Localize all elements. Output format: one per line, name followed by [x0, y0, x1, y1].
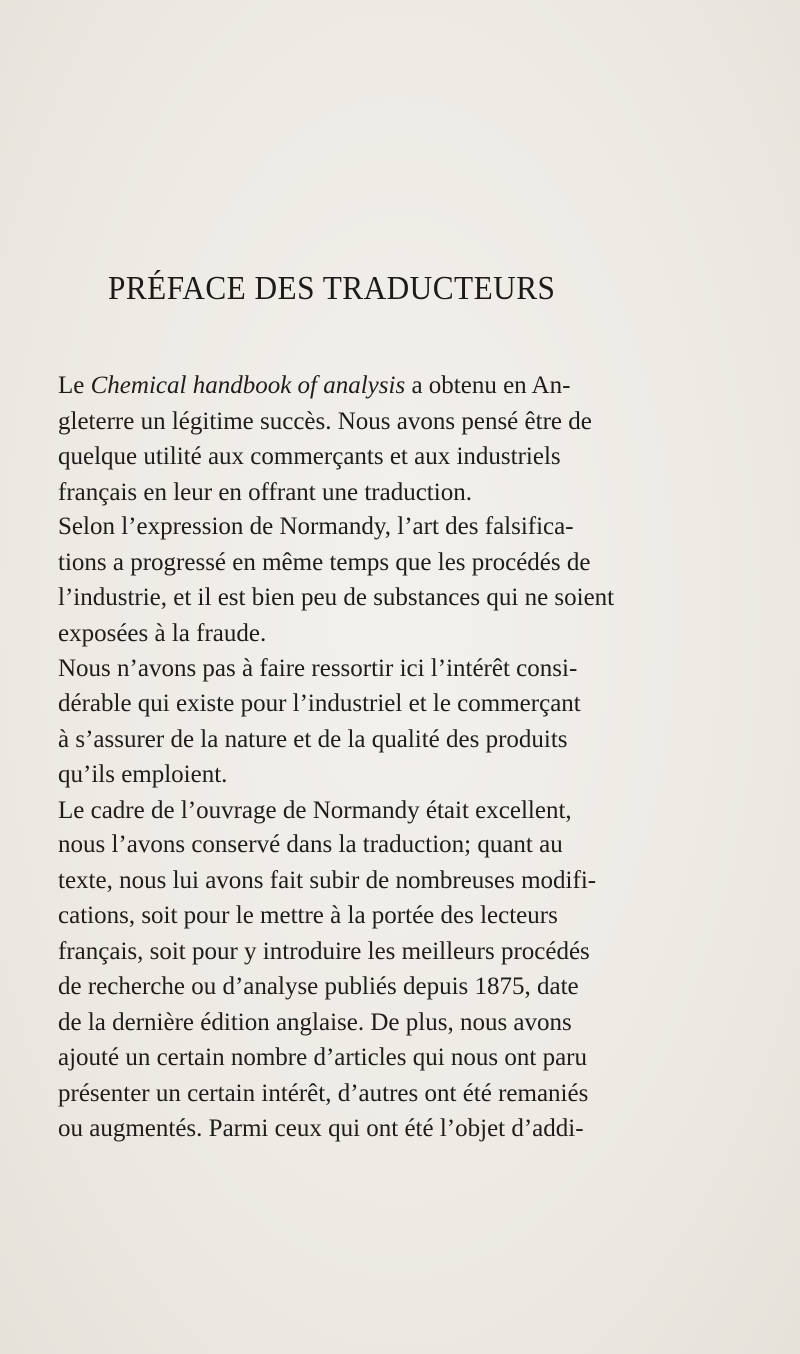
- text-line: quelque utilité aux commerçants et aux industriels: [58, 443, 561, 470]
- text-line: qu’ils emploient.: [58, 761, 228, 788]
- text-line: [58, 368, 770, 404]
- text-line: dérable qui existe pour l’industriel et le commerçant: [58, 690, 581, 717]
- text-line: français en leur en offrant une traduction.: [58, 478, 472, 506]
- text-line: Le cadre de l’ouvrage de Normandy était excellent,: [58, 796, 572, 824]
- book-title-italic: Chemical handbook of analysis: [90, 372, 406, 399]
- paragraph-1: [58, 368, 770, 510]
- text-line: Nous n’avons pas à faire ressortir ici l’intérêt consi-: [58, 655, 578, 682]
- text-line: de recherche ou d’analyse publiés depuis 1875, date: [58, 973, 579, 1000]
- text-line: de la dernière édition anglaise. De plus, nous avons: [58, 1008, 572, 1036]
- text-line: ajouté un certain nombre d’articles qui nous ont paru: [58, 1044, 588, 1071]
- text-line: Selon l’expression de Normandy, l’art des falsifica-: [58, 513, 574, 540]
- paragraph-3: [58, 686, 770, 828]
- text-line: français, soit pour y introduire les meilleurs procédés: [58, 937, 590, 965]
- text-line: gleterre un légitime succès. Nous avons pensé être de: [58, 407, 592, 435]
- text-fragment: Le: [58, 372, 91, 399]
- text-line: texte, nous lui avons fait subir de nombreuses modifi-: [58, 866, 597, 894]
- text-line: nous l’avons conservé dans la traduction; quant au: [58, 831, 563, 858]
- text-line: présenter un certain intérêt, d’autres ont été remaniés: [58, 1079, 589, 1107]
- paragraph-2: [58, 509, 770, 687]
- text-line: exposées à la fraude.: [58, 619, 267, 647]
- text-line: ou augmentés. Parmi ceux qui ont été l’objet d’addi-: [58, 1115, 584, 1142]
- page-title: PRÉFACE DES TRADUCTEURS: [108, 270, 556, 307]
- text-line: l’industrie, et il est bien peu de substances qui ne soient: [58, 584, 615, 611]
- text-fragment: a obtenu en An-: [405, 372, 571, 399]
- text-line: cations, soit pour le mettre à la portée des lecteurs: [58, 902, 558, 929]
- text-line: à s’assurer de la nature et de la qualité des produits: [58, 725, 568, 753]
- text-line: tions a progressé en même temps que les procédés de: [58, 548, 591, 576]
- paragraph-4: [58, 827, 770, 1147]
